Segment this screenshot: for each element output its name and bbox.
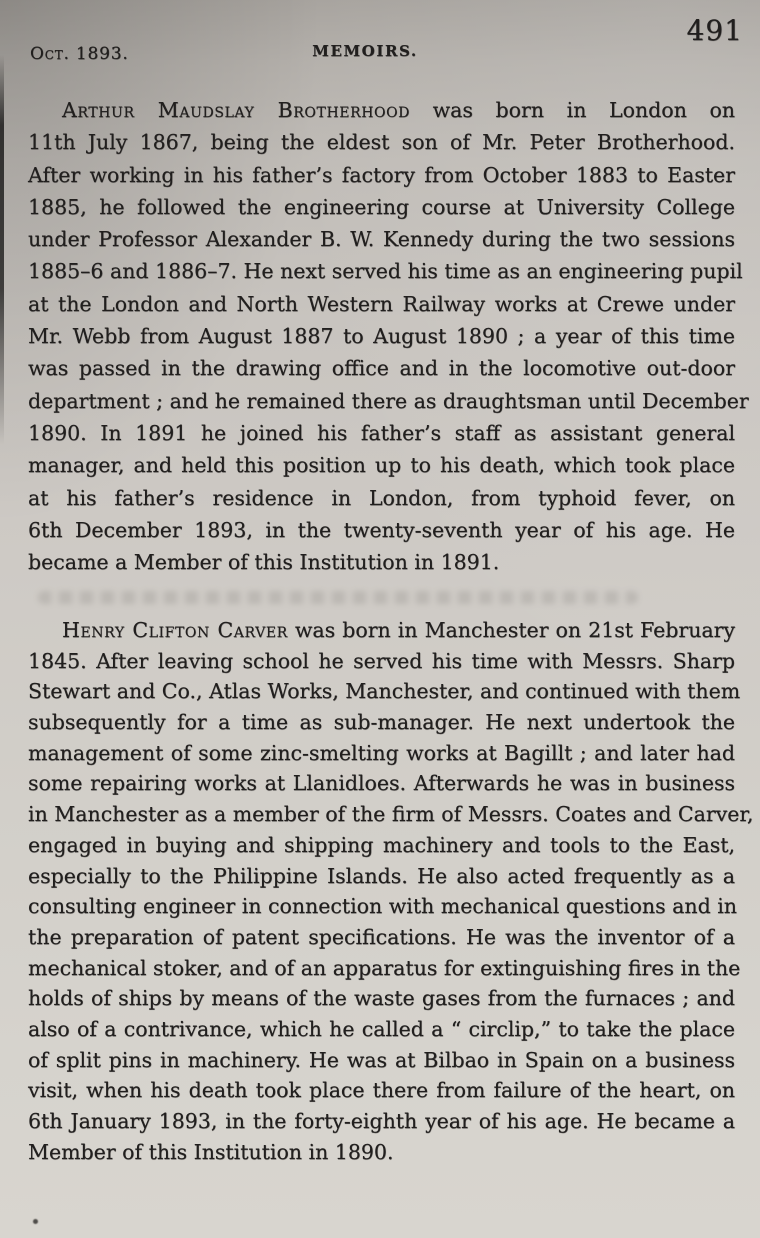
paragraph-line: the preparation of patent specifications. He was the inventor of a: [28, 924, 735, 949]
paragraph-line: 1845. After leaving school he served his time with Messrs. Sharp: [28, 648, 735, 673]
paragraph-line: in Manchester as a member of the firm of Messrs. Coates and Carver,: [28, 802, 754, 827]
running-head-title: MEMOIRS.: [312, 42, 418, 60]
running-head-date: Oct. 1893.: [30, 44, 129, 64]
paragraph-line: subsequently for a time as sub-manager. He next undertook the: [28, 710, 735, 735]
paragraph-line: 1885, he followed the engineering course at University College: [28, 194, 735, 219]
paragraph-line: 6th January 1893, in the forty-eighth year of his age. He became a: [28, 1109, 735, 1133]
paragraph-line: was passed in the drawing office and in the locomotive out-door: [28, 356, 735, 381]
paragraph-line: Member of this Institution in 1890.: [28, 1139, 394, 1164]
paragraph-line: Henry Clifton Carver was born in Manchester on 21st February: [62, 618, 736, 642]
paragraph-line: at his father’s residence in London, from typhoid fever, on: [28, 485, 735, 510]
paragraph-line: became a Member of this Institution in 1891.: [28, 550, 500, 575]
paragraph-line: Arthur Maudslay Brotherhood was born in London on: [62, 98, 736, 122]
obituary-paragraph-brotherhood: [28, 94, 749, 578]
person-name-smallcaps: Henry Clifton Carver: [62, 618, 288, 642]
paragraph-line: 11th July 1867, being the eldest son of Mr. Peter Brotherhood.: [28, 130, 735, 155]
paragraph-line: especially to the Philippine Islands. He also acted frequently as a: [28, 863, 735, 888]
paragraph-line: 1885–6 and 1886–7. He next served his time as an engineering pupil: [28, 259, 743, 284]
paragraph-line: manager, and held this position up to his death, which took place: [28, 453, 735, 478]
paragraph-line: also of a contrivance, which he called a “ circlip,” to take the place: [28, 1016, 735, 1041]
scan-speck: [33, 1219, 38, 1224]
ink-showthrough-artifact: [38, 591, 638, 604]
paragraph-line: under Professor Alexander B. W. Kennedy during the two sessions: [28, 227, 735, 252]
paragraph-line: 1890. In 1891 he joined his father’s staff as assistant general: [28, 420, 735, 445]
paragraph-line: department ; and he remained there as draughtsman until December: [28, 388, 749, 413]
paragraph-line: management of some zinc-smelting works at Bagillt ; and later had: [28, 740, 735, 765]
paragraph-line: mechanical stoker, and of an apparatus for extinguishing fires in the: [28, 955, 741, 980]
obituary-paragraph-carver: [28, 615, 754, 1167]
paragraph-line: visit, when his death took place there from failure of the heart, on: [28, 1078, 735, 1103]
scan-edge-shadow: [0, 55, 4, 445]
paragraph-line: holds of ships by means of the waste gases from the furnaces ; and: [28, 986, 735, 1011]
paragraph-line: of split pins in machinery. He was at Bilbao in Spain on a business: [28, 1047, 735, 1072]
paragraph-line: Mr. Webb from August 1887 to August 1890 ; a year of this time: [28, 324, 735, 349]
paragraph-line: engaged in buying and shipping machinery and tools to the East,: [28, 832, 735, 857]
paragraph-line: After working in his father’s factory from October 1883 to Easter: [28, 162, 735, 187]
paragraph-line: at the London and North Western Railway works at Crewe under: [28, 291, 735, 316]
person-name-smallcaps: Arthur Maudslay Brotherhood: [62, 98, 411, 122]
paragraph-line: 6th December 1893, in the twenty-seventh year of his age. He: [28, 517, 735, 542]
paragraph-line: Stewart and Co., Atlas Works, Manchester, and continued with them: [28, 679, 741, 704]
paragraph-line: some repairing works at Llanidloes. Afterwards he was in business: [28, 771, 735, 796]
page-number: 491: [686, 14, 743, 47]
paragraph-line: consulting engineer in connection with mechanical questions and in: [28, 894, 737, 919]
